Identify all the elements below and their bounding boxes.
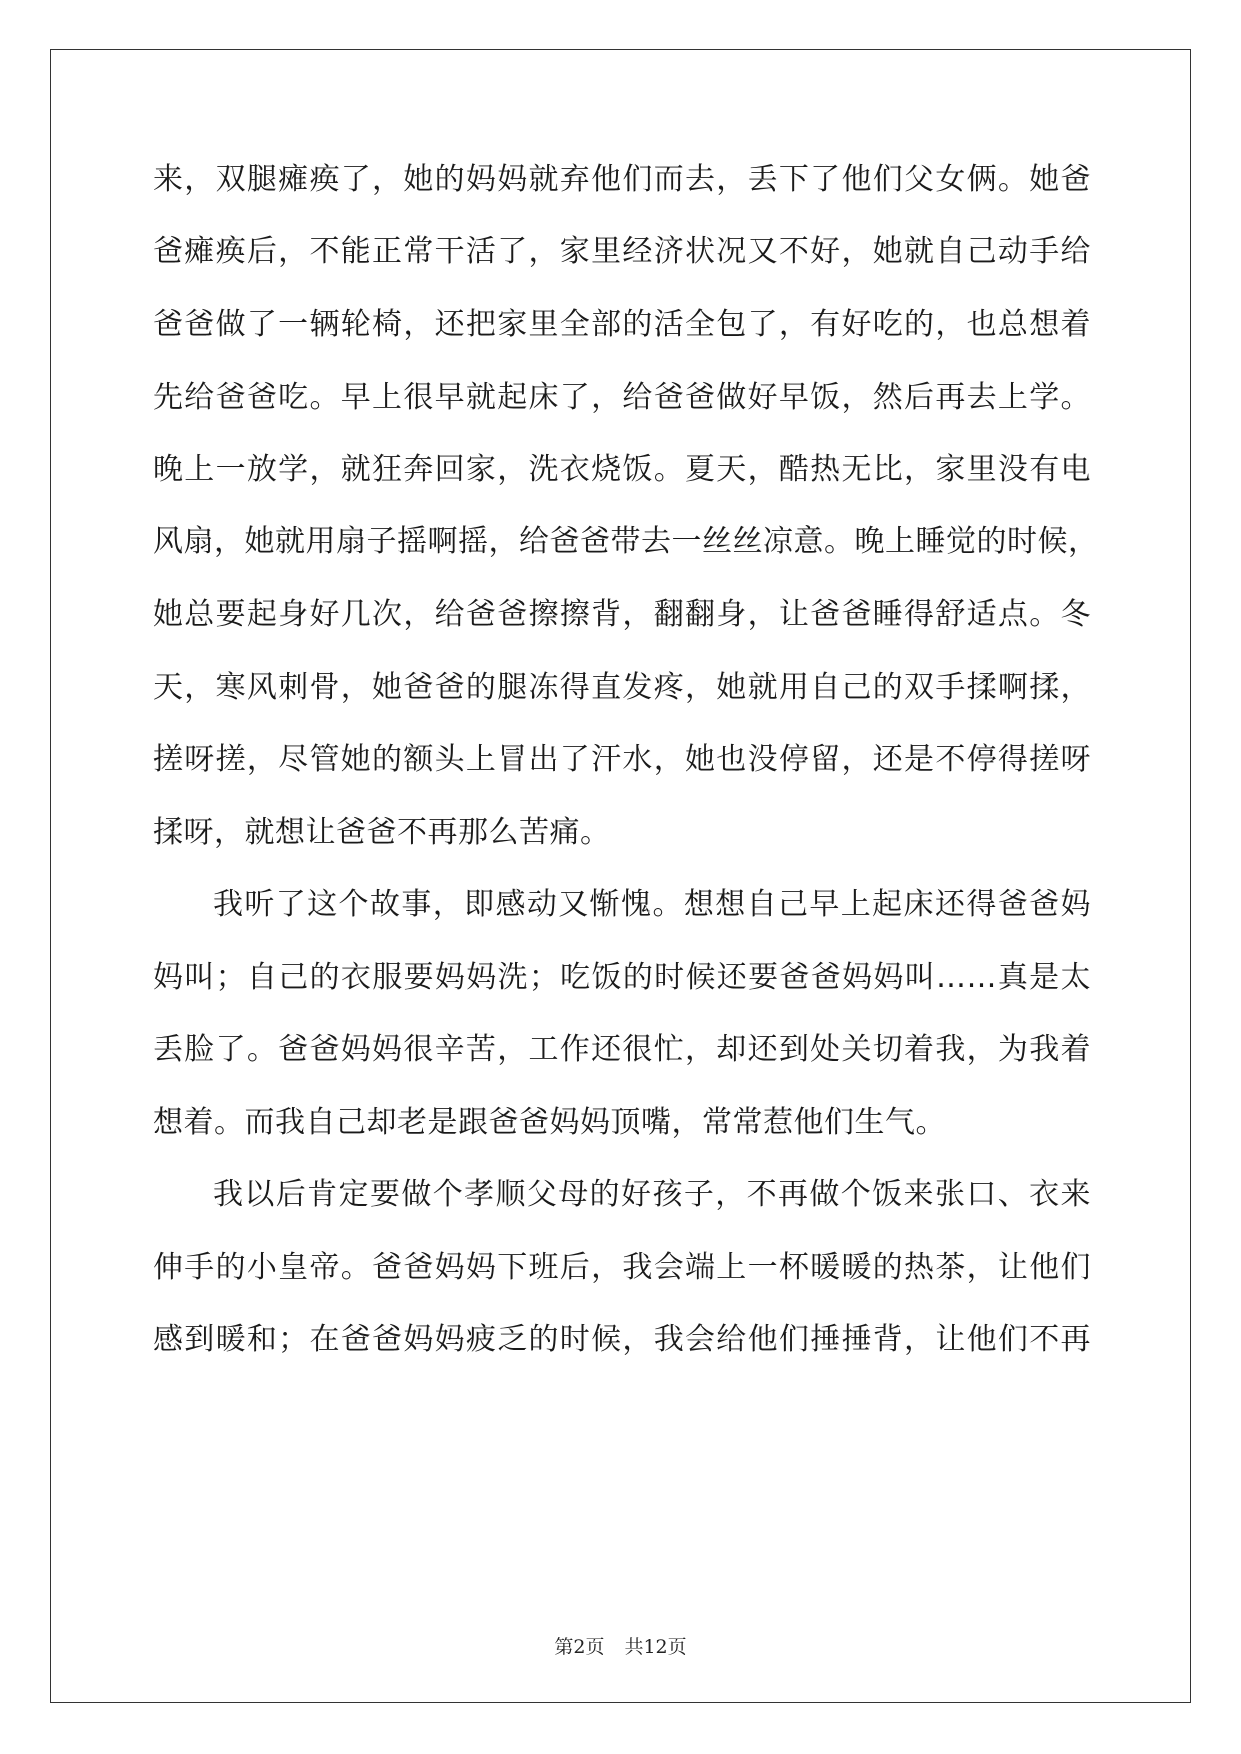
text-line: 感到暖和；在爸爸妈妈疲乏的时候，我会给他们捶捶背，让他们不再	[153, 1322, 1091, 1357]
paragraph-first-line: 我听了这个故事，即感动又惭愧。想想自己早上起床还得爸爸妈	[213, 887, 1091, 922]
text-line: 丢脸了。爸爸妈妈很辛苦，工作还很忙，却还到处关切着我，为我着	[153, 1032, 1091, 1067]
text-line: 爸爸做了一辆轮椅，还把家里全部的活全包了，有好吃的，也总想着	[153, 307, 1091, 342]
page-border	[50, 49, 1191, 1703]
text-line: 搓呀搓，尽管她的额头上冒出了汗水，她也没停留，还是不停得搓呀	[153, 742, 1091, 777]
page-total: 共12页	[624, 1636, 687, 1658]
text-line: 爸瘫痪后，不能正常干活了，家里经济状况又不好，她就自己动手给	[153, 234, 1091, 269]
text-line: 先给爸爸吃。早上很早就起床了，给爸爸做好早饭，然后再去上学。	[153, 380, 1091, 415]
text-line: 风扇，她就用扇子摇啊摇，给爸爸带去一丝丝凉意。晚上睡觉的时候，	[153, 524, 1099, 559]
text-line: 揉呀，就想让爸爸不再那么苦痛。	[153, 815, 611, 850]
text-line: 来，双腿瘫痪了，她的妈妈就弃他们而去，丢下了他们父女俩。她爸	[153, 162, 1091, 197]
text-line: 她总要起身好几次，给爸爸擦擦背，翻翻身，让爸爸睡得舒适点。冬	[153, 597, 1091, 632]
page-number: 第2页	[554, 1636, 605, 1658]
paragraph-first-line: 我以后肯定要做个孝顺父母的好孩子，不再做个饭来张口、衣来	[213, 1177, 1091, 1212]
text-line: 晚上一放学，就狂奔回家，洗衣烧饭。夏天，酷热无比，家里没有电	[153, 452, 1091, 487]
text-line: 天，寒风刺骨，她爸爸的腿冻得直发疼，她就用自己的双手揉啊揉，	[153, 670, 1091, 705]
text-line: 妈叫；自己的衣服要妈妈洗；吃饭的时候还要爸爸妈妈叫……真是太	[153, 960, 1091, 995]
text-line: 伸手的小皇帝。爸爸妈妈下班后，我会端上一杯暖暖的热茶，让他们	[153, 1250, 1091, 1285]
text-line: 想着。而我自己却老是跟爸爸妈妈顶嘴，常常惹他们生气。	[153, 1105, 946, 1140]
page-footer	[0, 1632, 1241, 1659]
